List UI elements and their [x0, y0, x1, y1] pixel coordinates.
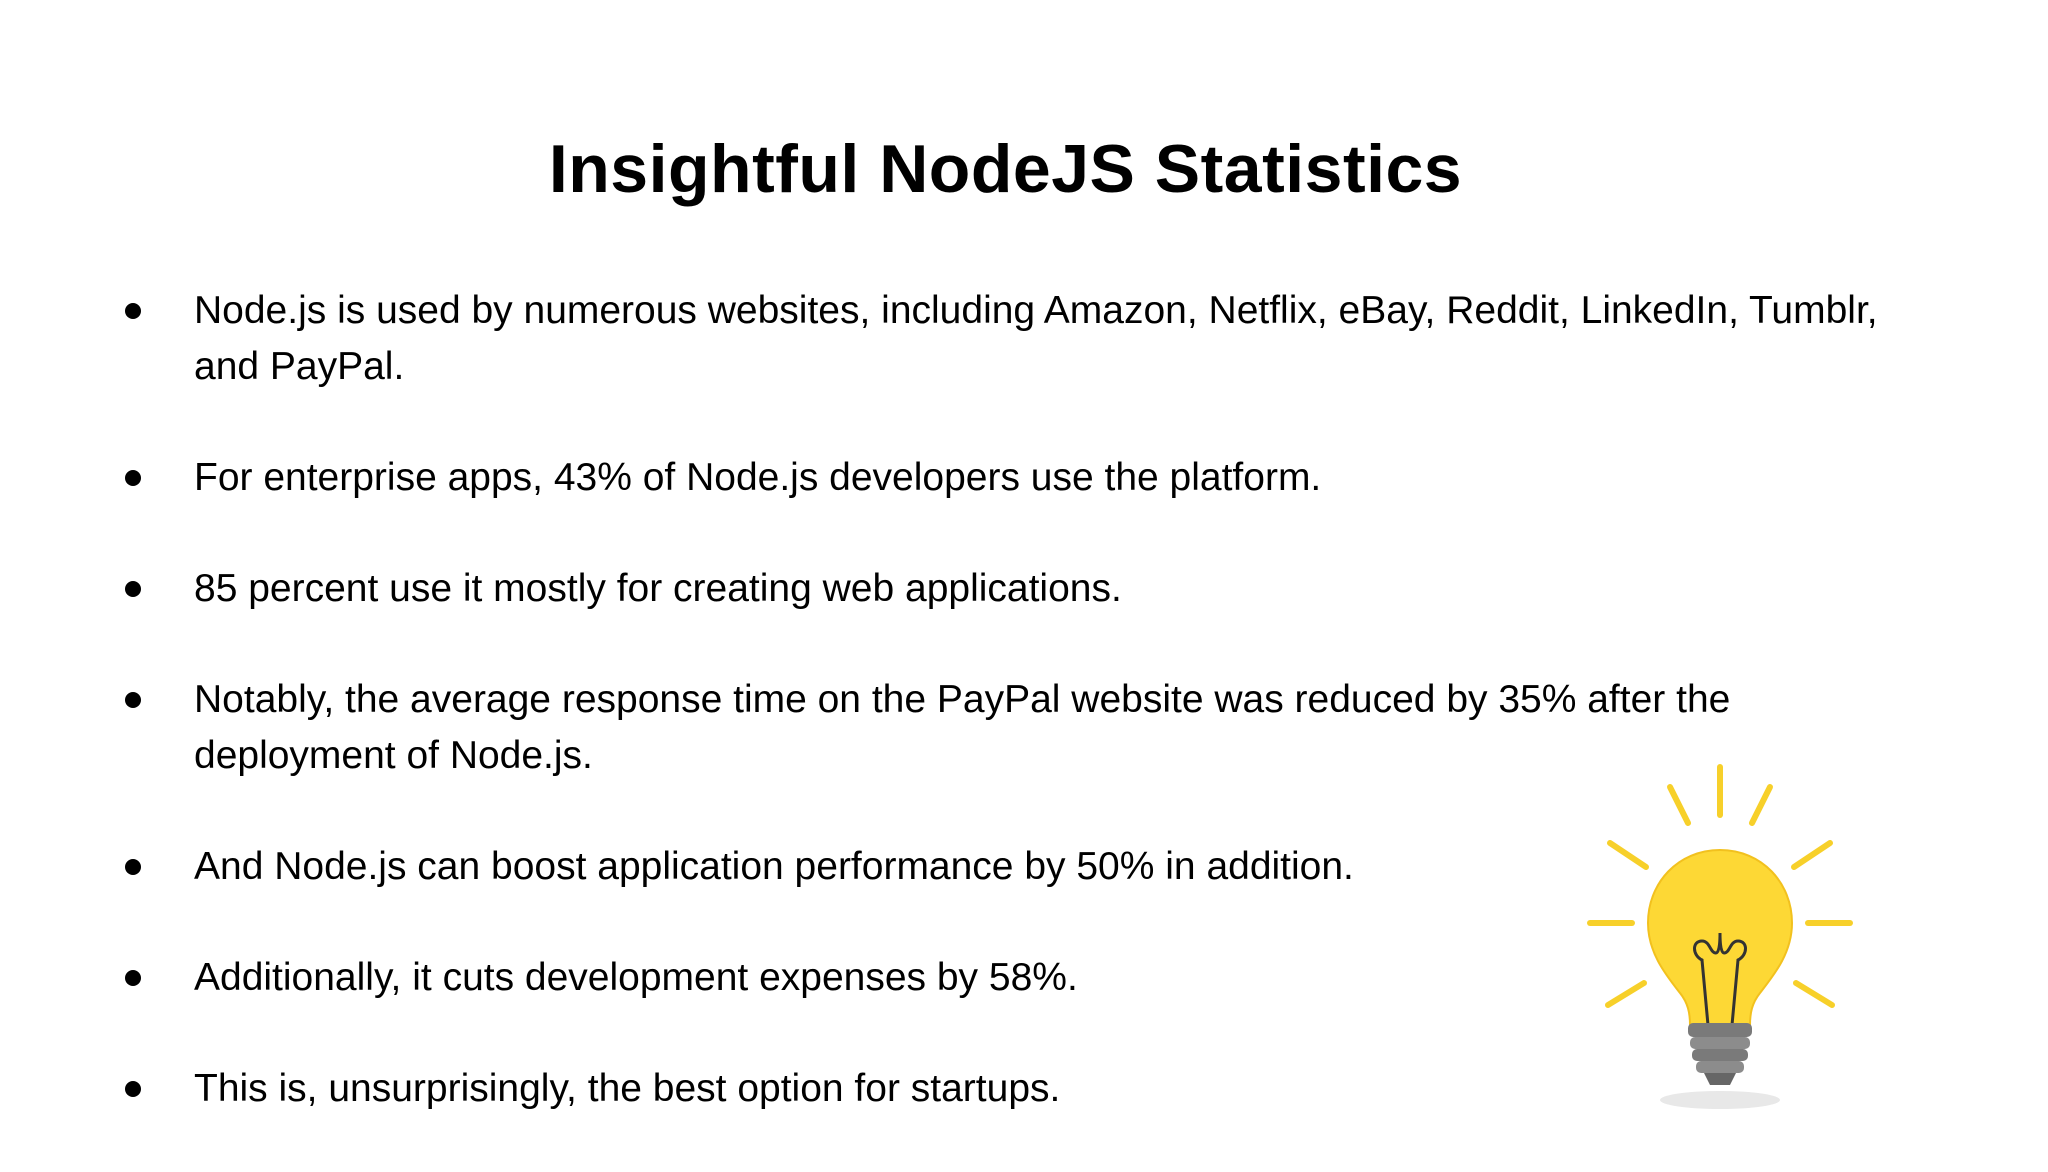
bullet-text: This is, unsurprisingly, the best option for startups. [194, 1067, 1061, 1110]
bullet-dot [125, 970, 141, 986]
bullet-text: For enterprise apps, 43% of Node.js developers use the platform. [194, 456, 1322, 499]
bullet-dot [125, 1081, 141, 1097]
bullet-dot [125, 470, 141, 486]
bullet-text: Node.js is used by numerous websites, including Amazon, Netflix, eBay, Reddit, LinkedIn, Tumblr, and PayPal. [194, 289, 1878, 388]
bullet-text: Additionally, it cuts development expenses by 58%. [194, 956, 1078, 999]
bullet-dot [125, 692, 141, 708]
lightbulb-icon [1570, 755, 1870, 1125]
bullet-text: Notably, the average response time on the PayPal website was reduced by 35% after the deployment of Node.js. [194, 678, 1731, 777]
bullet-dot [125, 859, 141, 875]
bullet-item [118, 283, 1934, 395]
bullet-item [118, 450, 1958, 506]
slide-title: Insightful NodeJS Statistics [548, 131, 1463, 207]
bullet-dot [125, 581, 141, 597]
bullet-text: 85 percent use it mostly for creating web applications. [194, 567, 1122, 610]
bullet-item [118, 561, 1958, 617]
bullet-text: And Node.js can boost application performance by 50% in addition. [194, 845, 1354, 888]
bullet-dot [125, 303, 141, 319]
